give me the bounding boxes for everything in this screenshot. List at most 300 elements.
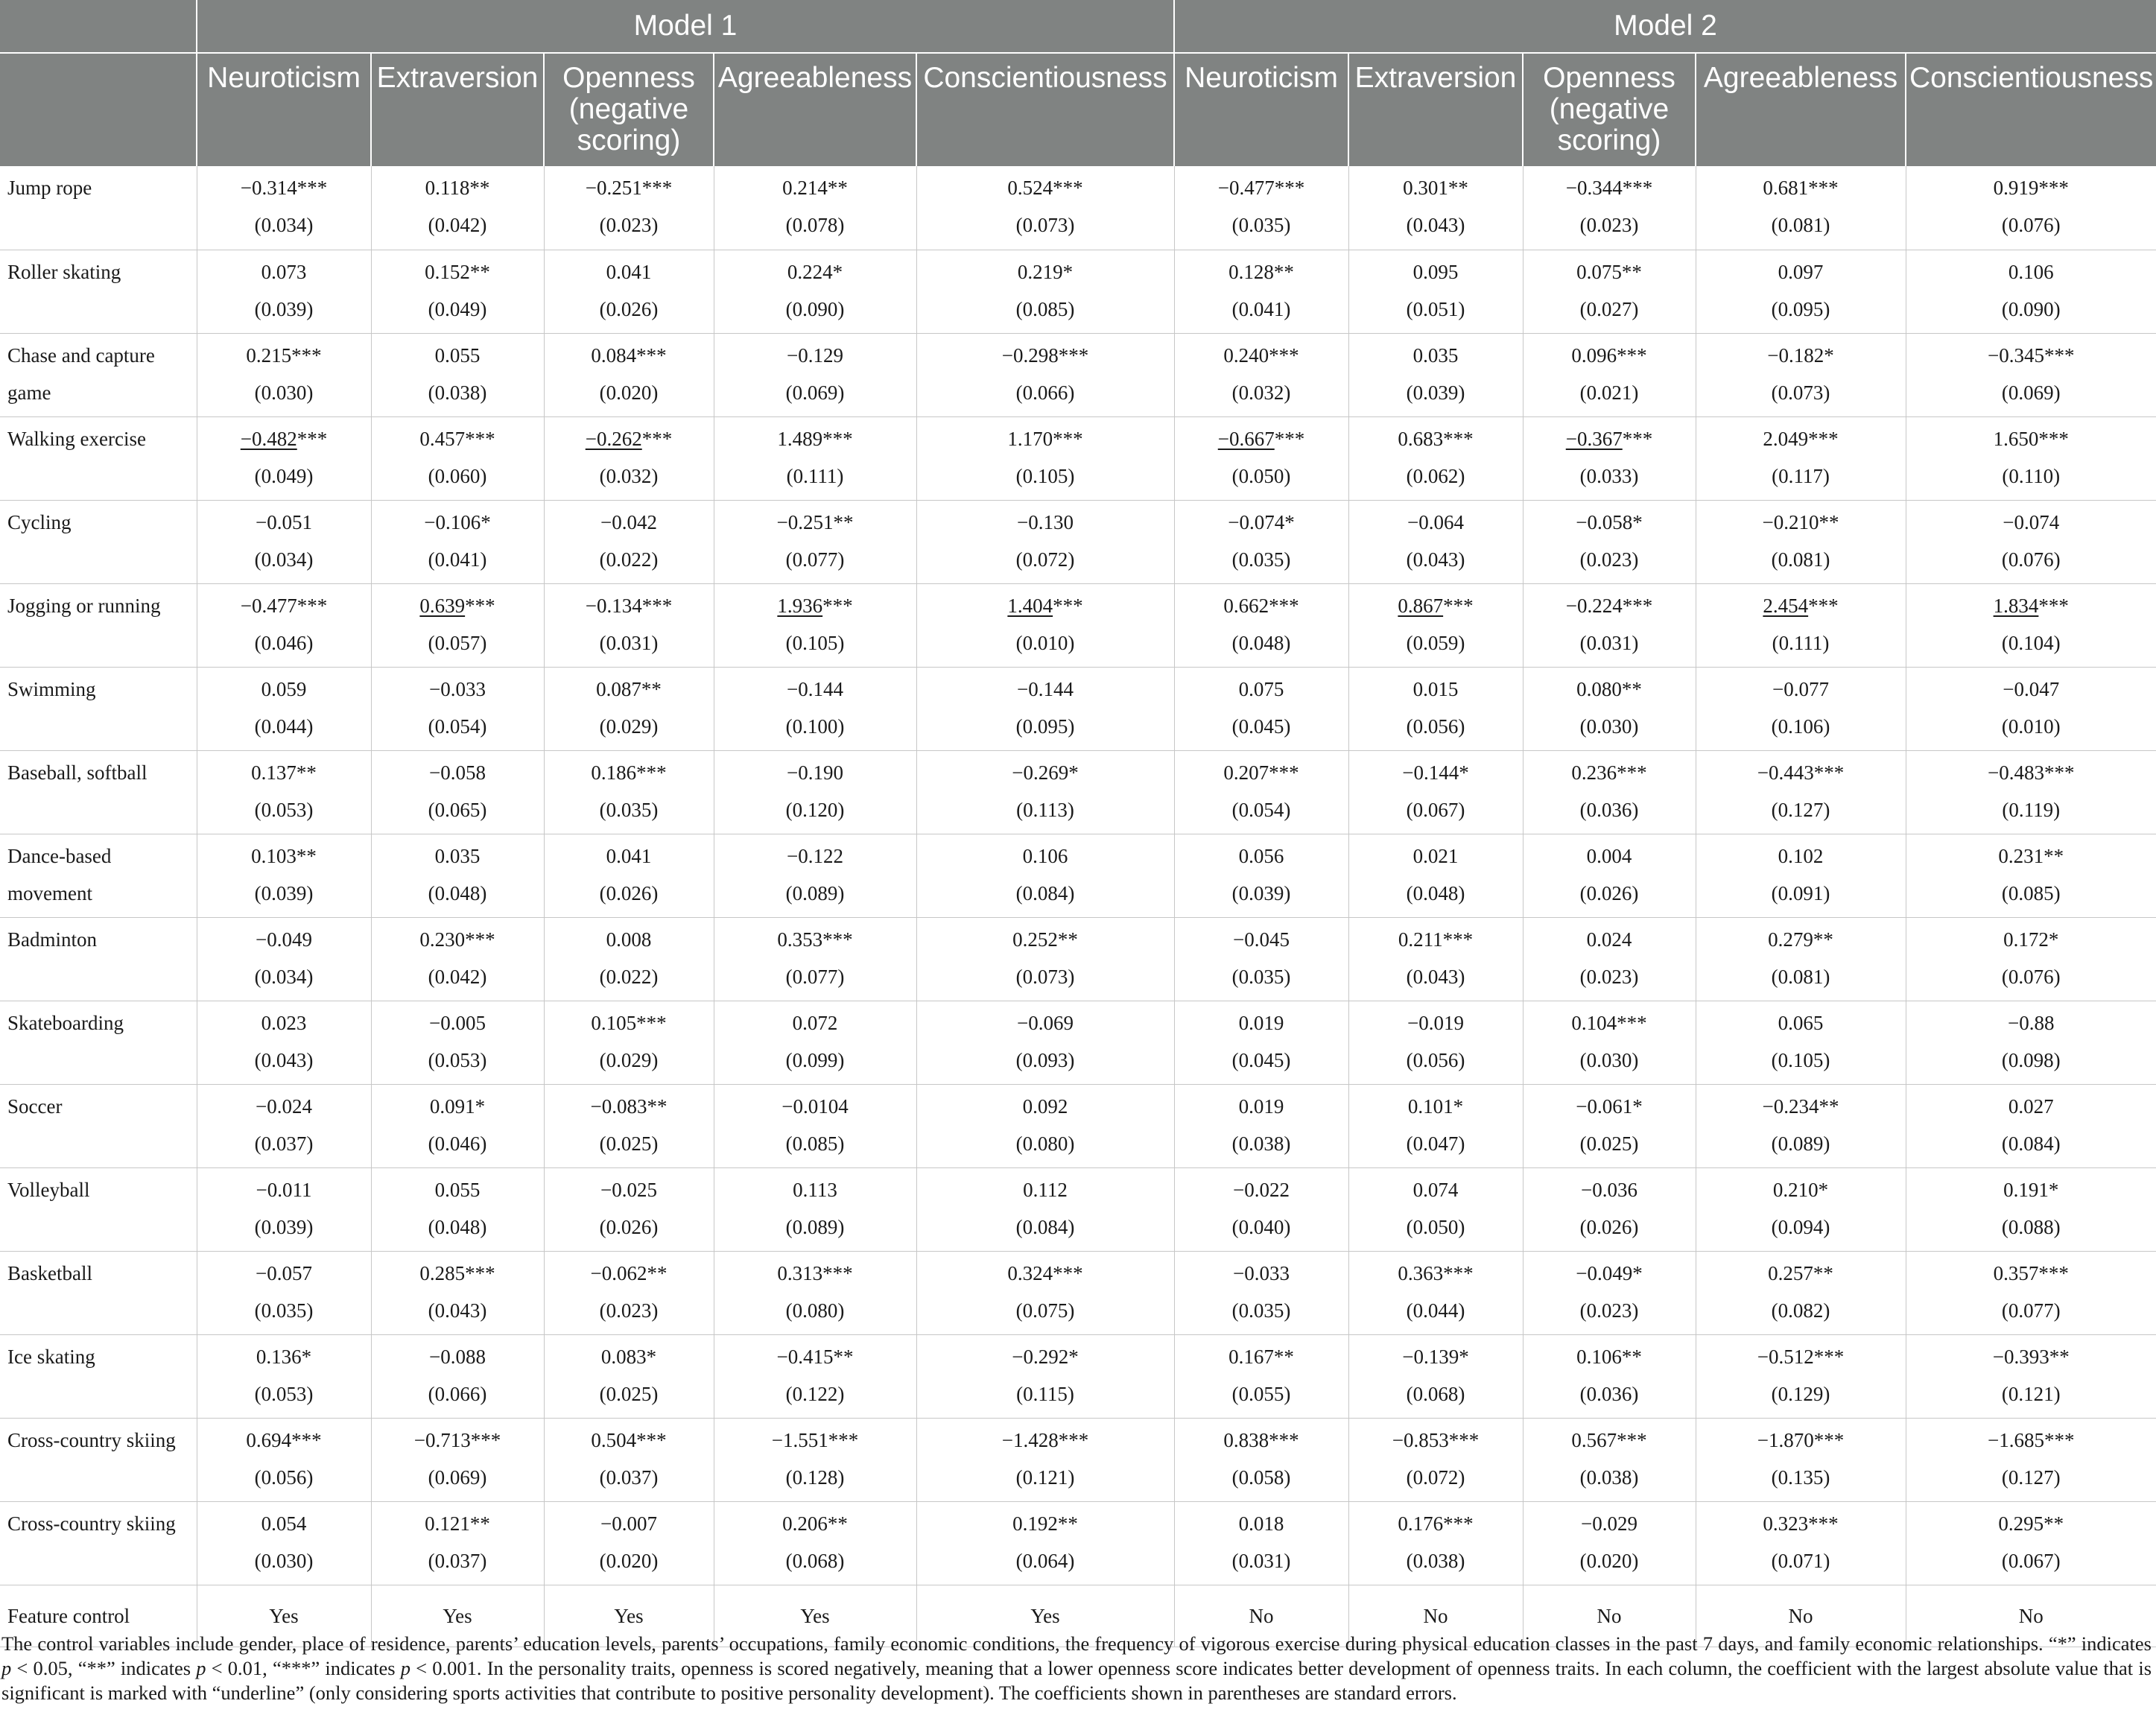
coefficient: 0.106	[2008, 260, 2054, 283]
standard-error: (0.113)	[1016, 798, 1074, 821]
coefficient: 0.867***	[1398, 594, 1474, 617]
data-cell	[1906, 416, 2156, 500]
row-label: Skateboarding	[0, 1001, 197, 1084]
feature-control-cell: No	[1348, 1585, 1523, 1647]
data-cell	[197, 1084, 371, 1167]
standard-error: (0.043)	[254, 1048, 314, 1071]
data-cell	[544, 834, 714, 917]
coefficient: −0.345***	[1988, 343, 2075, 367]
note-text-1: The control variables include gender, place of residence, parents’ education levels, parents’ occupations, family economic conditions, the frequency of vigorous exercise during physical education classes in the past 7 days, and family economic relationships. “*” indicates	[1, 1632, 2152, 1655]
data-cell	[1696, 1418, 1906, 1501]
standard-error: (0.073)	[1015, 965, 1075, 988]
standard-error: (0.044)	[1406, 1299, 1465, 1322]
coefficient: −0.011	[256, 1178, 312, 1201]
data-cell	[916, 166, 1174, 250]
row-label: Cross-country skiing	[0, 1501, 197, 1585]
data-cell	[714, 750, 916, 834]
data-cell	[1348, 333, 1523, 416]
data-cell	[197, 1167, 371, 1251]
data-cell	[1696, 1084, 1906, 1167]
standard-error: (0.069)	[2001, 381, 2061, 404]
data-cell	[197, 667, 371, 750]
column-header-row	[0, 53, 2156, 166]
data-cell	[1348, 250, 1523, 333]
coefficient: −0.047	[2003, 677, 2060, 700]
row-label: Badminton	[0, 917, 197, 1001]
coefficient: 2.049***	[1763, 427, 1839, 450]
coefficient: 0.176***	[1398, 1512, 1474, 1535]
coefficient: 0.838***	[1223, 1428, 1299, 1451]
data-cell	[544, 250, 714, 333]
data-cell	[916, 1418, 1174, 1501]
coefficient: 0.104***	[1571, 1011, 1647, 1034]
coefficient: 0.097	[1778, 260, 1824, 283]
standard-error: (0.026)	[1579, 1215, 1639, 1238]
standard-error: (0.049)	[428, 297, 487, 320]
standard-error: (0.085)	[1015, 297, 1075, 320]
coefficient: −0.019	[1407, 1011, 1464, 1034]
standard-error: (0.088)	[2001, 1215, 2061, 1238]
data-cell	[714, 667, 916, 750]
data-cell	[371, 667, 544, 750]
standard-error: (0.010)	[2001, 714, 2061, 738]
feature-control-cell: Yes	[197, 1585, 371, 1647]
standard-error: (0.122)	[785, 1382, 845, 1405]
data-cell	[1906, 1167, 2156, 1251]
standard-error: (0.117)	[1772, 464, 1830, 487]
data-cell	[1348, 1251, 1523, 1334]
coefficient: −0.025	[600, 1178, 657, 1201]
standard-error: (0.069)	[785, 381, 845, 404]
data-cell	[1906, 583, 2156, 667]
coefficient: 0.128**	[1228, 260, 1294, 283]
coefficient: −0.033	[1233, 1261, 1290, 1284]
standard-error: (0.104)	[2001, 631, 2061, 654]
data-cell	[1174, 500, 1348, 583]
coefficient: −0.049	[256, 928, 312, 951]
standard-error: (0.035)	[254, 1299, 314, 1322]
standard-error: (0.035)	[1231, 965, 1291, 988]
coefficient: −0.224***	[1565, 594, 1653, 617]
standard-error: (0.071)	[1771, 1549, 1830, 1572]
row-label: Jump rope	[0, 166, 197, 250]
data-cell	[371, 917, 544, 1001]
coefficient: 1.170***	[1007, 427, 1083, 450]
standard-error: (0.025)	[1579, 1132, 1639, 1155]
data-cell	[1174, 1167, 1348, 1251]
data-cell	[1348, 1001, 1523, 1084]
data-cell	[1348, 500, 1523, 583]
data-cell	[1174, 583, 1348, 667]
standard-error: (0.077)	[2001, 1299, 2061, 1322]
standard-error: (0.098)	[2001, 1048, 2061, 1071]
coefficient: −0.482***	[240, 427, 328, 450]
row-label: Swimming	[0, 667, 197, 750]
standard-error: (0.080)	[1015, 1132, 1075, 1155]
standard-error: (0.046)	[428, 1132, 487, 1155]
standard-error: (0.090)	[785, 297, 845, 320]
standard-error: (0.043)	[1406, 548, 1465, 571]
model2-header: Model 2	[1174, 0, 2156, 53]
coefficient: −0.069	[1017, 1011, 1074, 1034]
coefficient: −0.122	[787, 844, 843, 867]
row-label: Basketball	[0, 1251, 197, 1334]
data-cell	[371, 1418, 544, 1501]
coefficient: 0.231**	[1998, 844, 2064, 867]
data-cell	[1174, 834, 1348, 917]
standard-error: (0.034)	[254, 965, 314, 988]
standard-error: (0.027)	[1579, 297, 1639, 320]
standard-error: (0.090)	[2001, 297, 2061, 320]
data-cell	[1348, 834, 1523, 917]
standard-error: (0.067)	[1406, 798, 1465, 821]
coefficient: 0.102	[1778, 844, 1824, 867]
standard-error: (0.105)	[785, 631, 845, 654]
coefficient: 0.008	[606, 928, 652, 951]
coefficient: 0.055	[434, 343, 481, 367]
coefficient: −0.007	[600, 1512, 657, 1535]
standard-error: (0.041)	[428, 548, 487, 571]
data-cell	[544, 1418, 714, 1501]
data-cell	[1906, 1251, 2156, 1334]
standard-error: (0.066)	[1015, 381, 1075, 404]
model-header-row	[0, 0, 2156, 53]
note-text-4: < 0.001. In the personality traits, openness is scored negatively, meaning that a lower openness score indicates better development of openness traits. In each column, the coefficient with the largest absolute value that is significant is marked with “underline” (only considering sports activities that contribute to positive personality development). The coefficients shown in parentheses are standard errors.	[1, 1657, 2152, 1704]
note-text-2: < 0.05, “**” indicates	[11, 1657, 197, 1679]
standard-error: (0.084)	[1015, 881, 1075, 904]
column-header: Openness (negative scoring)	[1523, 53, 1696, 166]
coefficient: −0.0104	[781, 1094, 849, 1118]
standard-error: (0.030)	[254, 1549, 314, 1572]
data-cell	[916, 1167, 1174, 1251]
coefficient: 0.252**	[1012, 928, 1078, 951]
feature-control-cell: No	[1906, 1585, 2156, 1647]
standard-error: (0.082)	[1771, 1299, 1830, 1322]
coefficient: 0.313***	[777, 1261, 853, 1284]
data-cell	[1174, 1501, 1348, 1585]
coefficient: 0.035	[1413, 343, 1459, 367]
standard-error: (0.025)	[599, 1382, 659, 1405]
coefficient: 0.091*	[429, 1094, 486, 1118]
column-header: Conscientiousness	[1906, 53, 2156, 166]
standard-error: (0.111)	[786, 464, 844, 487]
standard-error: (0.085)	[785, 1132, 845, 1155]
coefficient: 0.504***	[591, 1428, 667, 1451]
coefficient: −0.393**	[1992, 1345, 2070, 1368]
coefficient: 0.101*	[1407, 1094, 1464, 1118]
row-label: Baseball, softball	[0, 750, 197, 834]
data-cell	[916, 1501, 1174, 1585]
data-cell	[714, 1084, 916, 1167]
standard-error: (0.076)	[2001, 548, 2061, 571]
data-cell	[1174, 750, 1348, 834]
data-cell	[544, 583, 714, 667]
coefficient: 0.230***	[419, 928, 495, 951]
column-header: Agreeableness	[714, 53, 916, 166]
data-cell	[1696, 834, 1906, 917]
standard-error: (0.068)	[785, 1549, 845, 1572]
data-cell	[1348, 917, 1523, 1001]
coefficient: 0.073	[261, 260, 307, 283]
coefficient: 0.257**	[1768, 1261, 1833, 1284]
coefficient: 0.106**	[1576, 1345, 1642, 1368]
data-cell	[1696, 750, 1906, 834]
coefficient: −0.483***	[1988, 761, 2075, 784]
coefficient: 1.834***	[1993, 594, 2069, 617]
coefficient: 0.662***	[1223, 594, 1299, 617]
coefficient: 0.136*	[256, 1345, 312, 1368]
standard-error: (0.048)	[428, 881, 487, 904]
coefficient: −0.298***	[1001, 343, 1089, 367]
data-cell	[1174, 1334, 1348, 1418]
coefficient: −0.045	[1233, 928, 1290, 951]
data-cell	[1906, 667, 2156, 750]
standard-error: (0.023)	[1579, 214, 1639, 236]
data-cell	[1696, 166, 1906, 250]
data-cell	[714, 500, 916, 583]
table-row	[0, 750, 2156, 834]
standard-error: (0.073)	[1771, 381, 1830, 404]
table-row	[0, 416, 2156, 500]
coefficient: 1.489***	[777, 427, 853, 450]
coefficient: −0.074*	[1228, 510, 1295, 533]
row-label: Volleyball	[0, 1167, 197, 1251]
data-cell	[371, 750, 544, 834]
data-cell	[1174, 333, 1348, 416]
data-cell	[1696, 1501, 1906, 1585]
data-cell	[197, 1001, 371, 1084]
data-cell	[197, 583, 371, 667]
standard-error: (0.035)	[1231, 548, 1291, 571]
data-cell	[916, 416, 1174, 500]
data-cell	[1523, 583, 1696, 667]
data-cell	[1906, 1001, 2156, 1084]
standard-error: (0.037)	[428, 1549, 487, 1572]
standard-error: (0.100)	[785, 714, 845, 738]
coefficient: −0.062**	[590, 1261, 668, 1284]
data-cell	[714, 1418, 916, 1501]
data-cell	[197, 750, 371, 834]
table-row	[0, 500, 2156, 583]
standard-error: (0.105)	[1771, 1048, 1830, 1071]
coefficient: 0.215***	[246, 343, 322, 367]
standard-error: (0.043)	[1406, 965, 1465, 988]
coefficient: −0.058*	[1576, 510, 1643, 533]
coefficient: −1.870***	[1757, 1428, 1845, 1451]
data-cell	[1906, 917, 2156, 1001]
standard-error: (0.121)	[1015, 1465, 1075, 1489]
coefficient: 0.211***	[1398, 928, 1474, 951]
data-cell	[544, 416, 714, 500]
coefficient: 0.059	[261, 677, 307, 700]
standard-error: (0.105)	[1015, 464, 1075, 487]
data-cell	[1174, 250, 1348, 333]
coefficient: 0.236***	[1571, 761, 1647, 784]
coefficient: 0.207***	[1223, 761, 1299, 784]
standard-error: (0.077)	[785, 548, 845, 571]
standard-error: (0.068)	[1406, 1382, 1465, 1405]
data-cell	[1906, 834, 2156, 917]
standard-error: (0.135)	[1771, 1465, 1830, 1489]
standard-error: (0.029)	[599, 714, 659, 738]
data-cell	[1523, 416, 1696, 500]
coefficient: 0.118**	[425, 177, 490, 199]
table-row	[0, 1251, 2156, 1334]
data-cell	[371, 1334, 544, 1418]
data-cell	[714, 416, 916, 500]
note-p-2: p	[196, 1657, 206, 1679]
coefficient: 0.186***	[591, 761, 667, 784]
data-cell	[197, 333, 371, 416]
data-cell	[1348, 667, 1523, 750]
data-cell	[1174, 1418, 1348, 1501]
data-cell	[1523, 667, 1696, 750]
feature-control-cell: Yes	[714, 1585, 916, 1647]
coefficient: 0.357***	[1993, 1261, 2069, 1284]
data-cell	[1523, 1001, 1696, 1084]
standard-error: (0.042)	[428, 214, 487, 236]
coefficient: −0.139*	[1402, 1345, 1469, 1368]
data-cell	[371, 250, 544, 333]
data-cell	[1696, 1001, 1906, 1084]
standard-error: (0.037)	[254, 1132, 314, 1155]
data-cell	[1906, 166, 2156, 250]
data-cell	[1523, 1167, 1696, 1251]
standard-error: (0.030)	[1579, 714, 1639, 738]
standard-error: (0.059)	[1406, 631, 1465, 654]
table-row	[0, 1001, 2156, 1084]
standard-error: (0.055)	[1231, 1382, 1291, 1405]
data-cell	[1696, 500, 1906, 583]
coefficient: 0.172*	[2003, 928, 2059, 951]
data-cell	[714, 834, 916, 917]
coefficient: −0.036	[1581, 1178, 1637, 1201]
coefficient: 0.324***	[1007, 1261, 1083, 1284]
standard-error: (0.040)	[1231, 1215, 1291, 1238]
standard-error: (0.128)	[785, 1465, 845, 1489]
standard-error: (0.094)	[1771, 1215, 1830, 1238]
standard-error: (0.051)	[1406, 297, 1465, 320]
column-header: Conscientiousness	[916, 53, 1174, 166]
coefficient: −0.074	[2003, 510, 2060, 533]
data-cell	[1348, 1084, 1523, 1167]
table-row	[0, 333, 2156, 416]
table-row	[0, 917, 2156, 1001]
data-cell	[1906, 1334, 2156, 1418]
standard-error: (0.025)	[599, 1132, 659, 1155]
coefficient: −0.314***	[240, 177, 328, 199]
table-row	[0, 250, 2156, 333]
standard-error: (0.039)	[254, 297, 314, 320]
standard-error: (0.030)	[254, 381, 314, 404]
standard-error: (0.026)	[1579, 881, 1639, 904]
data-cell	[1523, 750, 1696, 834]
data-cell	[1348, 1501, 1523, 1585]
coefficient: 0.087**	[596, 677, 662, 700]
data-cell	[1348, 1334, 1523, 1418]
standard-error: (0.060)	[428, 464, 487, 487]
standard-error: (0.078)	[785, 214, 845, 236]
data-cell	[714, 250, 916, 333]
coefficient: 0.524***	[1007, 177, 1083, 199]
coefficient: −0.144*	[1402, 761, 1469, 784]
standard-error: (0.036)	[1579, 798, 1639, 821]
data-cell	[1696, 416, 1906, 500]
standard-error: (0.127)	[1771, 798, 1830, 821]
data-cell	[1348, 1167, 1523, 1251]
data-cell	[714, 917, 916, 1001]
standard-error: (0.032)	[1231, 381, 1291, 404]
coefficient: 1.936***	[777, 594, 853, 617]
coefficient: −0.251***	[585, 177, 673, 199]
data-cell	[1348, 1418, 1523, 1501]
data-cell	[1174, 917, 1348, 1001]
coefficient: 0.323***	[1763, 1512, 1839, 1535]
coefficient: 0.041	[606, 844, 652, 867]
standard-error: (0.048)	[428, 1215, 487, 1238]
coefficient: 0.015	[1413, 677, 1459, 700]
coefficient: 0.219*	[1017, 260, 1074, 283]
data-cell	[1906, 333, 2156, 416]
data-cell	[916, 834, 1174, 917]
standard-error: (0.048)	[1406, 881, 1465, 904]
data-cell	[1906, 1418, 2156, 1501]
standard-error: (0.038)	[428, 381, 487, 404]
data-cell	[371, 834, 544, 917]
coefficient: 0.214**	[782, 177, 848, 199]
data-cell	[1523, 166, 1696, 250]
coefficient: 0.004	[1586, 844, 1632, 867]
coefficient: 0.080**	[1576, 677, 1642, 700]
coefficient: 0.639***	[419, 594, 495, 617]
standard-error: (0.046)	[254, 631, 314, 654]
coefficient: 0.295**	[1998, 1512, 2064, 1535]
data-cell	[1523, 1334, 1696, 1418]
standard-error: (0.022)	[599, 965, 659, 988]
column-header: Neuroticism	[197, 53, 371, 166]
coefficient: 0.092	[1022, 1094, 1068, 1118]
coefficient: −0.88	[2008, 1011, 2055, 1034]
data-cell	[544, 1501, 714, 1585]
data-cell	[1696, 1251, 1906, 1334]
standard-error: (0.021)	[1579, 381, 1639, 404]
data-cell	[1696, 250, 1906, 333]
data-cell	[1348, 166, 1523, 250]
data-cell	[916, 667, 1174, 750]
row-label: Roller skating	[0, 250, 197, 333]
standard-error: (0.031)	[1579, 631, 1639, 654]
standard-error: (0.057)	[428, 631, 487, 654]
data-cell	[371, 1001, 544, 1084]
coefficient: 0.084***	[591, 343, 667, 367]
data-cell	[714, 583, 916, 667]
coefficient: 0.024	[1586, 928, 1632, 951]
data-cell	[1174, 416, 1348, 500]
standard-error: (0.023)	[1579, 548, 1639, 571]
coefficient: 2.454***	[1763, 594, 1839, 617]
row-label: Walking exercise	[0, 416, 197, 500]
coefficient: −0.061*	[1576, 1094, 1643, 1118]
coefficient: 0.694***	[246, 1428, 322, 1451]
table-row	[0, 1418, 2156, 1501]
coefficient: 0.065	[1778, 1011, 1824, 1034]
standard-error: (0.076)	[2001, 214, 2061, 236]
data-cell	[544, 750, 714, 834]
coefficient: −0.477***	[1217, 177, 1305, 199]
model1-header: Model 1	[197, 0, 1174, 53]
standard-error: (0.045)	[1231, 714, 1291, 738]
coefficient: 0.103**	[251, 844, 317, 867]
